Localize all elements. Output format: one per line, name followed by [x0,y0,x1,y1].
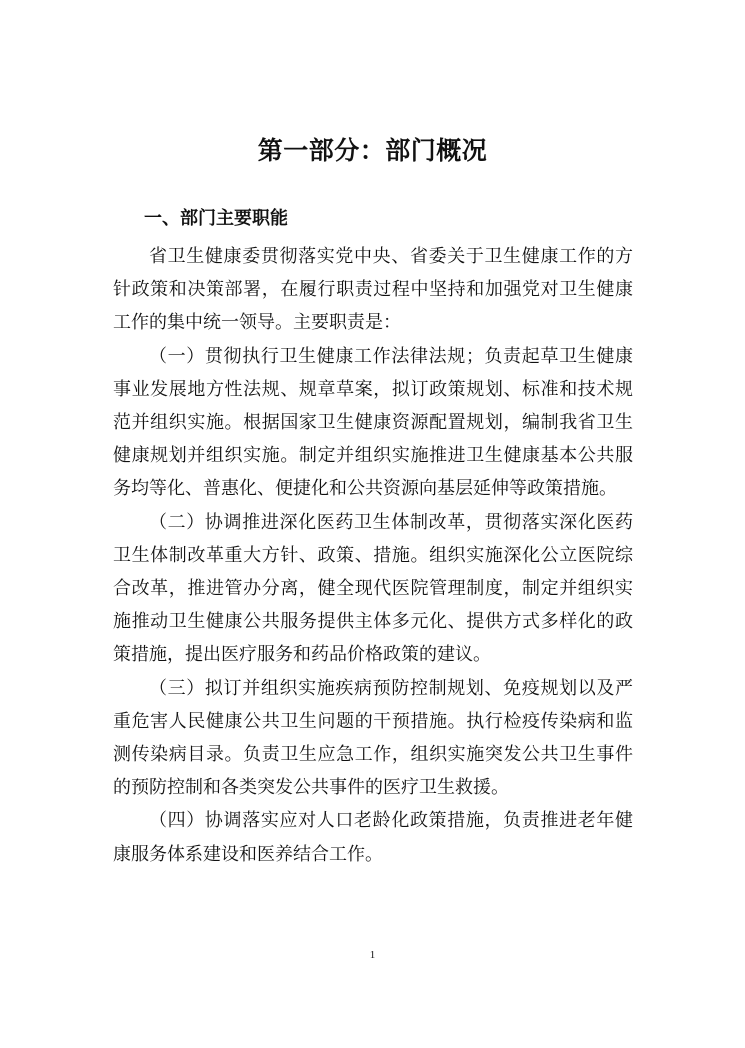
page-title: 第一部分：部门概况 [257,136,488,165]
paragraph-duty-3: （三）拟订并组织实施疾病预防控制规划、免疫规划以及严重危害人民健康公共卫生问题的干预措施。执行检疫传染病和监测传染病目录。负责卫生应急工作，组织实施突发公共卫生事件的预防控制和各类突发公共事件的医疗卫生救援。 [113,677,633,799]
page-number: 1 [369,949,376,961]
section-heading: 一、部门主要职能 [144,208,288,229]
body-text [113,240,633,871]
paragraph-duty-4: （四）协调落实应对人口老龄化政策措施，负责推进老年健康服务体系建设和医养结合工作。 [113,810,633,865]
paragraph-duty-1: （一）贯彻执行卫生健康工作法律法规；负责起草卫生健康事业发展地方性法规、规章草案，拟订政策规划、标准和技术规范并组织实施。根据国家卫生健康资源配置规划，编制我省卫生健康规划并组织实施。制定并组织实施推进卫生健康基本公共服务均等化、普惠化、便捷化和公共资源向基层延伸等政策措施。 [113,345,633,500]
paragraph-intro: 省卫生健康委贯彻落实党中央、省委关于卫生健康工作的方针政策和决策部署，在履行职责过程中坚持和加强党对卫生健康工作的集中统一领导。主要职责是： [113,246,633,334]
paragraph-duty-2: （二）协调推进深化医药卫生体制改革，贯彻落实深化医药卫生体制改革重大方针、政策、措施。组织实施深化公立医院综合改革，推进管办分离，健全现代医院管理制度，制定并组织实施推动卫生健康公共服务提供主体多元化、提供方式多样化的政策措施，提出医疗服务和药品价格政策的建议。 [113,511,633,666]
